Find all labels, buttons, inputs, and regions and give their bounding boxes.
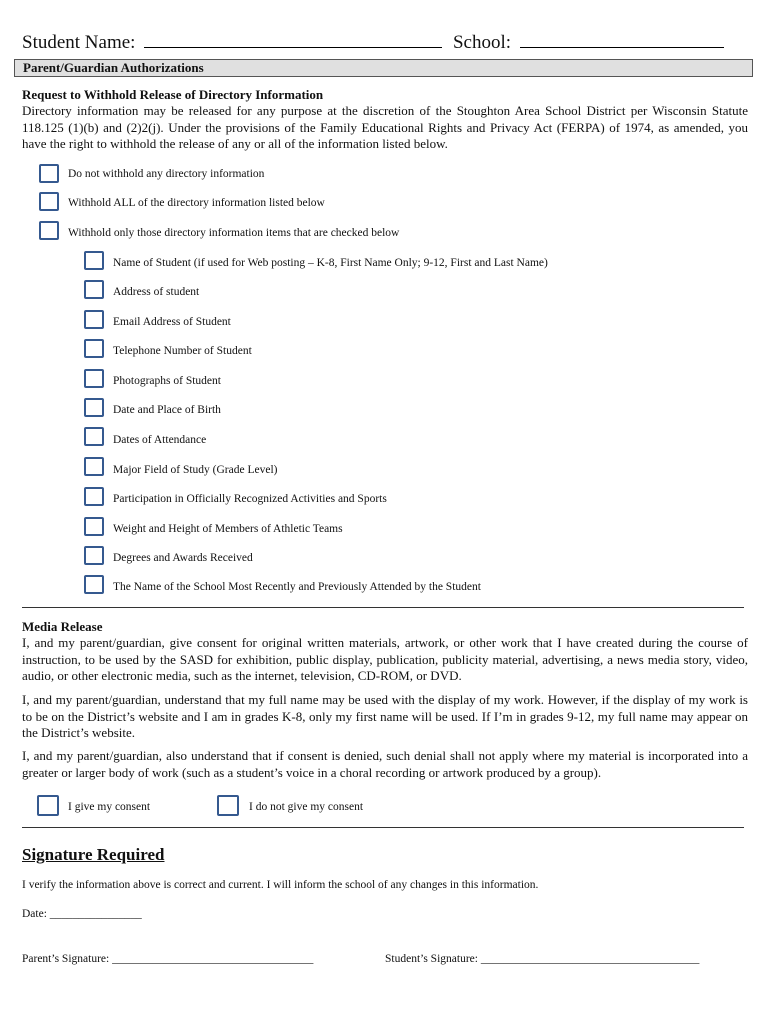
address-checkbox[interactable] [84,280,104,299]
degrees-checkbox[interactable] [84,546,104,565]
divider [22,607,744,608]
withhold-selected-checkbox[interactable] [39,221,59,240]
no-consent-checkbox[interactable] [217,795,239,816]
section-title-bar: Parent/Guardian Authorizations [14,59,753,77]
directory-paragraph: Directory information may be released for any purpose at the discretion of the Stoughton Area School District per Wisconsin Statute 118.125 (1)(b) and (2)2(j). Under the provisions of the Family Educational Rights and Privacy Act (FERPA) of 1974, as amended, you have the right to withhold the release of any or all of the information listed below. [22,103,748,151]
signature-title: Signature Required [22,845,165,864]
previous-school-checkbox[interactable] [84,575,104,594]
activities-label: Participation in Officially Recognized Activities and Sports [113,493,387,505]
attendance-checkbox[interactable] [84,427,104,446]
activities-checkbox[interactable] [84,487,104,506]
student-signature-field[interactable]: Student’s Signature: ______________________________________ [385,953,700,965]
withhold-selected-label: Withhold only those directory information items that are checked below [68,227,400,239]
date-field[interactable]: Date: ________________ [22,908,142,920]
weight-height-label: Weight and Height of Members of Athletic Teams [113,523,343,535]
header-line [22,30,724,54]
degrees-label: Degrees and Awards Received [113,552,253,564]
student-name-label: Student Name: [22,32,136,53]
media-heading: Media Release [22,619,103,634]
attendance-label: Dates of Attendance [113,434,207,446]
withhold-none-label: Do not withhold any directory information [68,168,265,180]
birth-checkbox[interactable] [84,398,104,417]
consent-checkbox[interactable] [37,795,59,816]
telephone-label: Telephone Number of Student [113,345,252,357]
previous-school-label: The Name of the School Most Recently and Previously Attended by the Student [113,581,481,593]
withhold-all-checkbox[interactable] [39,192,59,211]
withhold-none-checkbox[interactable] [39,164,59,183]
major-field-checkbox[interactable] [84,457,104,476]
school-label: School: [452,32,512,53]
photographs-checkbox[interactable] [84,369,104,388]
email-label: Email Address of Student [113,316,231,328]
parent-signature-field[interactable]: Parent’s Signature: ___________________________________ [22,953,314,965]
verify-text: I verify the information above is correct and current. I will inform the school of any changes in this information. [22,879,539,891]
address-label: Address of student [113,286,200,298]
photographs-label: Photographs of Student [113,375,221,387]
divider [22,827,744,828]
withhold-all-label: Withhold ALL of the directory information listed below [68,197,325,209]
email-checkbox[interactable] [84,310,104,329]
name-of-student-checkbox[interactable] [84,251,104,270]
media-paragraph-1: I, and my parent/guardian, give consent for original written materials, artwork, or other work that I have created during the course of instruction, to be used by the SASD for exhibition, public display, publication, publicity material, advertising, a news media story, video, audio, or other electronic media, such as the internet, television, CD-ROM, or DVD. [22,635,748,683]
name-of-student-label: Name of Student (if used for Web posting – K-8, First Name Only; 9-12, First and Last Name) [113,257,548,269]
media-paragraph-3: I, and my parent/guardian, also understand that if consent is denied, such denial shall not apply where my material is incorporated into a greater or larger body of work (such as a student’s voice in a choral recording or artwork produced by a group). [22,748,748,780]
no-consent-label: I do not give my consent [249,801,364,813]
directory-heading: Request to Withhold Release of Directory Information [22,87,324,102]
telephone-checkbox[interactable] [84,339,104,358]
media-paragraph-2: I, and my parent/guardian, understand that my full name may be used with the display of my work. However, if the display of my work is to be on the District’s website and I am in grades K-8, only my first name will be used. If I’m in grades 9-12, my full name may appear on the District’s website. [22,692,748,740]
school-field[interactable] [520,30,724,48]
student-name-field[interactable] [144,30,442,48]
weight-height-checkbox[interactable] [84,517,104,536]
consent-label: I give my consent [68,801,151,813]
birth-label: Date and Place of Birth [113,404,221,416]
major-field-label: Major Field of Study (Grade Level) [113,464,278,476]
